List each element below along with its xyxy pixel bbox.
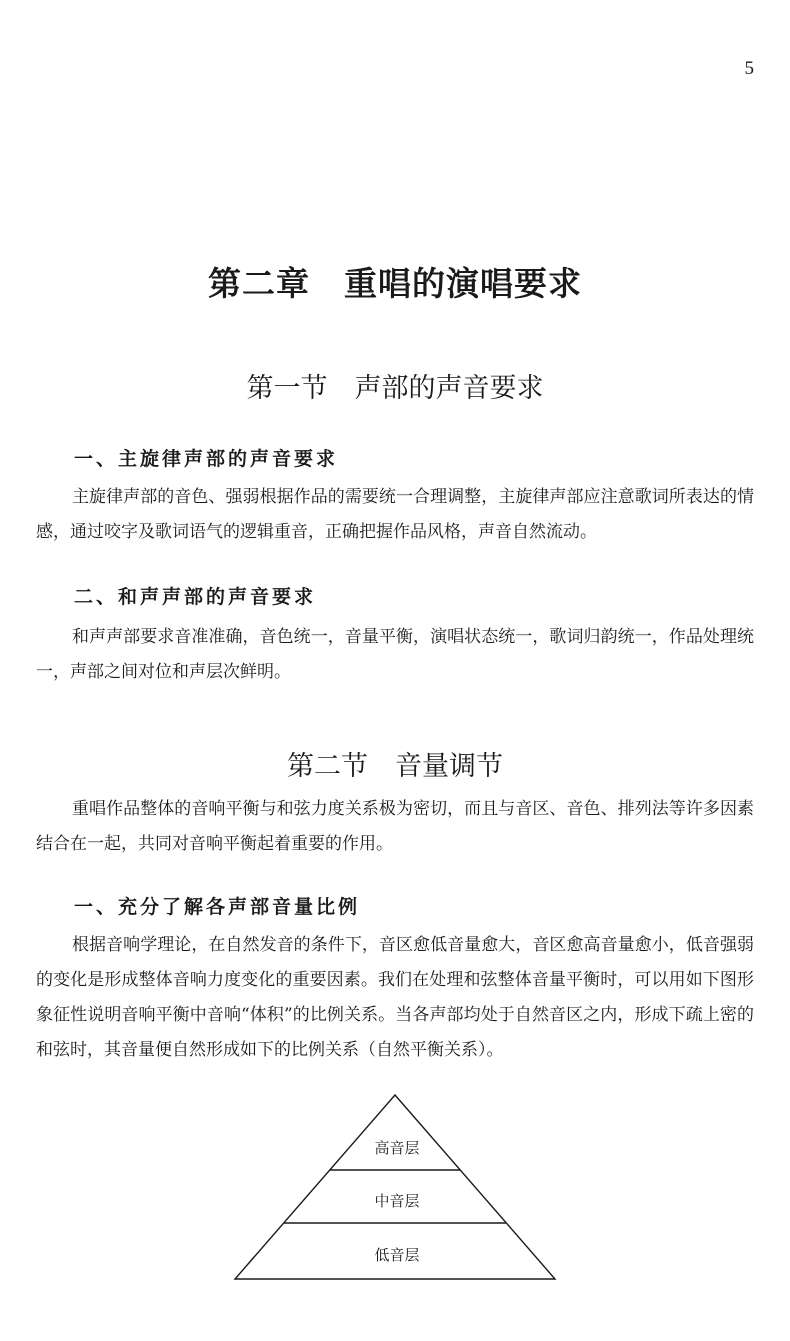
sub-heading-volume-ratio: 一、充分了解各声部音量比例 [74, 896, 361, 918]
sub-heading-harmony: 二、和声声部的声音要求 [74, 586, 317, 608]
pyramid-label-high: 高音层 [374, 1139, 420, 1157]
pyramid-label-low: 低音层 [374, 1246, 420, 1264]
section-title-1: 第一节 声部的声音要求 [246, 373, 544, 404]
paragraph-volume-intro: 重唱作品整体的音响平衡与和弦力度关系极为密切，而且与音区、音色、排列法等许多因素结合在一起，共同对音响平衡起着重要的作用。 [36, 799, 754, 854]
chapter-title: 第二章 重唱的演唱要求 [208, 264, 582, 303]
paragraph-volume-ratio: 根据音响学理论，在自然发音的条件下，音区愈低音量愈大，音区愈高音量愈小，低音强弱的变化是形成整体音响力度变化的重要因素。我们在处理和弦整体音量平衡时，可以用如下图形象征性说明音响平衡中音响“体积”的比例关系。当各声部均处于自然音区之内，形成下疏上密的和弦时，其音量便自然形成如下的比例关系（自然平衡关系）。 [36, 935, 754, 1060]
volume-pyramid-diagram [232, 1093, 558, 1285]
paragraph-main-melody: 主旋律声部的音色、强弱根据作品的需要统一合理调整，主旋律声部应注意歌词所表达的情感，通过咬字及歌词语气的逻辑重音，正确把握作品风格，声音自然流动。 [36, 487, 754, 542]
page-number: 5 [744, 58, 754, 79]
sub-heading-main-melody: 一、主旋律声部的声音要求 [74, 448, 339, 470]
paragraph-harmony: 和声声部要求音准准确，音色统一，音量平衡，演唱状态统一，歌词归韵统一，作品处理统一，声部之间对位和声层次鲜明。 [36, 627, 754, 682]
section-title-2: 第二节 音量调节 [287, 751, 503, 782]
pyramid-label-middle: 中音层 [374, 1192, 420, 1210]
